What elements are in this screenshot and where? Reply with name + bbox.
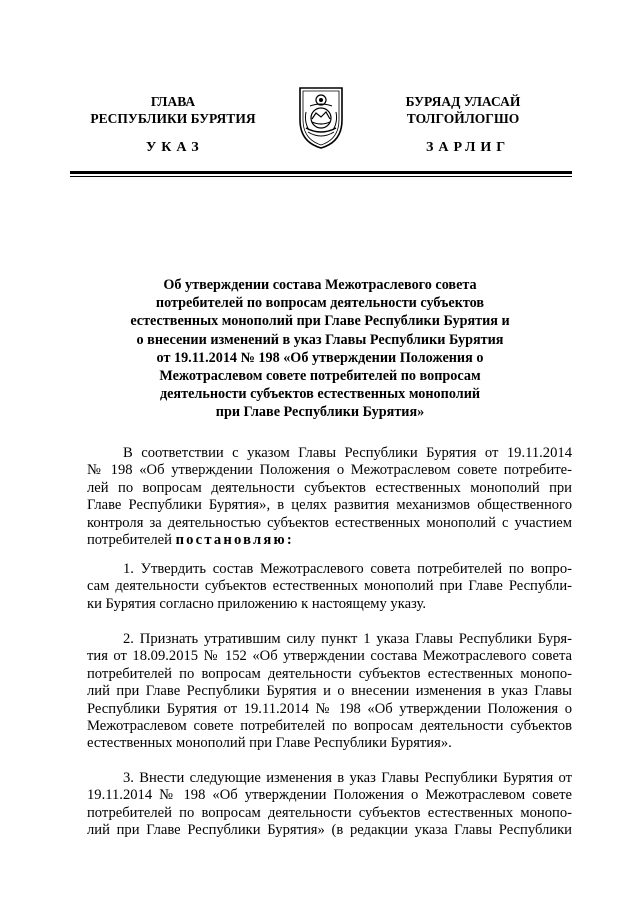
decree-label-bua: ЗАРЛИГ <box>426 140 511 155</box>
title-line: деятельности субъектов естественных монополий <box>159 386 481 403</box>
title-line: при Главе Республики Бурятия» <box>215 404 425 421</box>
text-line: лий при Главе Республики Бурятия и о внесении изменения в указ Главы <box>87 683 572 700</box>
title-line: Об утверждении состава Межотраслевого совета <box>163 277 477 293</box>
header-left-line: РЕСПУБЛИКИ БУРЯТИЯ <box>90 111 256 126</box>
coat-of-arms-icon <box>296 84 346 150</box>
document-title <box>100 276 540 422</box>
text-line: 2. Признать утратившим силу пункт 1 указа Главы Республики Буря- <box>123 631 572 647</box>
text-line <box>87 532 572 549</box>
preamble-tail: потребителей <box>87 532 176 549</box>
title-line: о внесении изменений в указ Главы Республики Бурятия <box>136 331 504 348</box>
text-line: тия от 18.09.2015 № 152 «Об утверждении состава Межотраслевого совета <box>87 648 572 665</box>
text-line: лей по вопросам деятельности субъектов естественных монополий при <box>87 479 572 496</box>
header-right <box>378 93 548 127</box>
text-line: Главе Республики Бурятия», в целях развития механизмов общественного <box>87 497 572 514</box>
text-line: естественных монополий при Главе Республики Бурятия». <box>87 735 452 752</box>
item-2-paragraph <box>87 631 572 753</box>
title-line: естественных монополий при Главе Республики Бурятия и <box>130 313 510 330</box>
text-line: 1. Утвердить состав Межотраслевого совета потребителей по вопро- <box>123 561 572 577</box>
header-divider-thin <box>70 176 572 177</box>
item-1-paragraph <box>87 561 572 613</box>
text-line: Республики Бурятия от 19.11.2014 № 198 «Об утверждении Положения о <box>87 700 572 717</box>
decree-label-ru: УКАЗ <box>146 140 204 155</box>
title-line: от 19.11.2014 № 198 «Об утверждении Положения о <box>156 349 484 366</box>
text-line: № 198 «Об утверждении Положения о Межотраслевом совете потребите- <box>87 462 572 479</box>
text-line: потребителей по вопросам деятельности субъектов естественных монопо- <box>87 665 572 682</box>
decree-word: постановляю: <box>175 532 294 549</box>
header-right-line: ТОЛГОЙЛОГШО <box>406 111 520 126</box>
title-line: Межотраслевом совете потребителей по вопросам <box>159 368 481 385</box>
header-right-line: БУРЯАД УЛАСАЙ <box>405 94 521 109</box>
text-line: контроля за деятельностью субъектов естественных монополий с участием <box>87 514 572 531</box>
text-line: 19.11.2014 № 198 «Об утверждении Положения о Межотраслевом совете <box>87 787 572 804</box>
text-line: 3. Внести следующие изменения в указ Главы Республики Бурятия от <box>123 770 572 786</box>
preamble-paragraph <box>87 445 572 549</box>
title-line: потребителей по вопросам деятельности субъектов <box>155 295 485 312</box>
text-line: В соответствии с указом Главы Республики Бурятия от 19.11.2014 <box>123 445 572 461</box>
text-line: сам деятельности субъектов естественных монополий при Главе Республи- <box>87 578 572 595</box>
item-3-paragraph <box>87 770 572 840</box>
header-left-line: ГЛАВА <box>150 94 196 109</box>
text-line: Межотраслевом совете потребителей по вопросам деятельности субъектов <box>87 718 572 735</box>
header-divider-thick <box>70 171 572 174</box>
text-line: лий при Главе Республики Бурятия» (в редакции указа Главы Республики <box>87 822 572 839</box>
header-left <box>78 93 268 127</box>
text-line: ки Бурятия согласно приложению к настоящему указу. <box>87 595 427 612</box>
text-line: потребителей по вопросам деятельности субъектов естественных монопо- <box>87 804 572 821</box>
